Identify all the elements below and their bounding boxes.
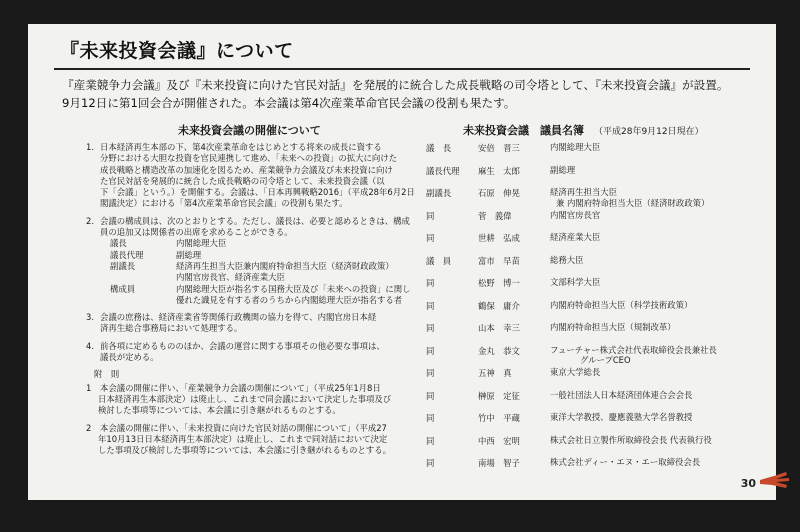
clause-line: 員の追加又は関係者の出席を求めることができる。 (100, 227, 293, 238)
clause-line: 検討した事項等については、本会議に引き継がれるものとする。 (98, 405, 341, 416)
member-post-line: 株式会社日立製作所取締役会長 代表執行役 (550, 434, 712, 445)
clause-number: 1. (86, 142, 94, 152)
member-post (550, 255, 584, 266)
member-post (550, 232, 600, 243)
member-row (426, 165, 756, 188)
role-row: 議長 内閣総理大臣 (110, 238, 227, 249)
member-post (550, 322, 676, 333)
clause-line: た官民対話を発展的に統合した成長戦略の司令塔として、未来投資会議（以 (100, 175, 385, 186)
member-post (550, 165, 575, 176)
role-row: 優れた識見を有する者のうちから内閣総理大臣が指名する者 (176, 294, 403, 305)
member-name: 世耕 弘成 (478, 233, 520, 243)
member-post-line: 経済再生担当大臣 (550, 187, 617, 197)
member-row (426, 142, 756, 165)
member-post (550, 277, 600, 288)
member-post-line: 総務大臣 (550, 254, 584, 265)
member-post (550, 367, 600, 378)
clause-number: 2 (86, 422, 92, 433)
member-row (426, 435, 756, 458)
hand-icon (760, 470, 790, 490)
clause-line: 日本経済再生本部決定）は廃止し、これまで同会議において決定した事項及び (98, 393, 392, 404)
member-role: 同 (426, 413, 435, 423)
member-row (426, 367, 756, 390)
member-row (426, 210, 756, 233)
member-role: 同 (426, 368, 435, 378)
member-post-line: 内閣府特命担当大臣（科学技術政策） (550, 299, 693, 310)
meeting-rules (86, 142, 416, 462)
member-post (550, 300, 692, 311)
member-name: 五神 真 (478, 368, 512, 378)
member-row (426, 322, 756, 345)
as-of-date: （平成28年9月12日現在） (594, 127, 704, 137)
member-roles (86, 238, 416, 306)
member-row (426, 277, 756, 300)
member-post-line: 東京大学総長 (550, 367, 601, 377)
role-row: 副議長 経済再生担当大臣兼内閣府特命担当大臣（経済財政政策） (110, 260, 394, 271)
clause-number: 4. (86, 340, 94, 351)
member-name: 山本 幸三 (478, 323, 520, 333)
clause-4 (86, 341, 416, 364)
member-name: 安倍 晋三 (478, 143, 520, 153)
member-post (550, 187, 709, 208)
member-list (426, 142, 756, 480)
member-row (426, 412, 756, 435)
clause-line: 本会議の開催に伴い、「未来投資に向けた官民対話の開催について」（平成27 (100, 422, 387, 433)
member-name: 南場 智子 (478, 458, 520, 468)
clause-line: 閣議決定）における「第4次産業革命官民会議」の役割も果たす。 (100, 198, 348, 209)
presentation-slide (28, 24, 776, 500)
member-post-line: 内閣府特命担当大臣（規制改革） (550, 322, 676, 332)
member-name: 菅 義偉 (478, 210, 512, 221)
member-post (550, 457, 700, 468)
right-section-heading (463, 122, 704, 138)
member-role: 同 (426, 300, 435, 311)
member-role: 同 (426, 345, 435, 356)
role-row: 議長代理 副総理 (110, 249, 202, 260)
intro-text (62, 76, 752, 112)
clause-number: 1 (86, 382, 92, 393)
member-role: 同 (426, 390, 435, 401)
member-row (426, 457, 756, 480)
member-post-line: 文部科学大臣 (550, 277, 601, 287)
member-name: 中西 宏明 (478, 435, 520, 446)
clause-line: 下「会議」という。）を開催する。会議は、「日本再興戦略2016」（平成28年6月2日 (100, 187, 415, 198)
member-name: 麻生 太郎 (478, 165, 520, 176)
member-post-line: 内閣官房長官 (550, 209, 601, 220)
member-post (550, 210, 600, 221)
clause-number: 2. (86, 215, 94, 226)
left-section-heading: 未来投資会議の開催について (178, 124, 321, 137)
clause-line: 会議の構成員は、次のとおりとする。ただし、議長は、必要と認めるときは、構成 (100, 215, 410, 226)
supplementary-2 (86, 423, 416, 457)
clause-3 (86, 312, 416, 335)
intro-line: 『産業競争力会議』及び『未来投資に向けた官民対話』を発展的に統合した成長戦略の司令塔として、『未来投資会議』が設置。 (62, 78, 729, 92)
role-row: 内閣官房長官、経済産業大臣 (176, 272, 285, 283)
clause-number: 3. (86, 312, 94, 323)
member-role: 議 長 (426, 143, 452, 153)
member-post (550, 390, 692, 401)
member-role: 同 (426, 210, 435, 221)
member-post (550, 412, 692, 423)
supplementary-heading: 附 則 (94, 369, 120, 380)
clause-line: 会議の庶務は、経済産業省等関係行政機関の協力を得て、内閣官房日本経 (100, 312, 377, 323)
member-post-line: 副総理 (550, 164, 576, 175)
member-row (426, 345, 756, 368)
intro-line: 9月12日に第1回会合が開催された。本会議は第4次産業革命官民会議の役割も果たす。 (62, 96, 516, 110)
role-row: 構成員 内閣総理大臣が指名する国務大臣及び「未来への投資」に関し (110, 283, 411, 294)
member-name: 鶴保 庸介 (478, 300, 520, 311)
member-name: 富市 早苗 (478, 255, 520, 266)
member-row (426, 390, 756, 413)
member-name: 竹中 平蔵 (478, 413, 520, 423)
member-post-line: 一般社団法人日本経済団体連合会会長 (550, 389, 693, 400)
title-underline (54, 68, 750, 70)
supplementary-1 (86, 383, 416, 417)
member-post (550, 435, 712, 446)
member-post-line: フューチャー株式会社代表取締役会長兼社長 (550, 344, 717, 355)
clause-2 (86, 216, 416, 306)
member-row (426, 232, 756, 255)
member-post (550, 345, 717, 366)
member-row (426, 300, 756, 323)
clause-line: 成長戦略と構造改革の加速化を図るため、産業競争力会議及び未来投資に向け (100, 164, 393, 175)
member-role: 議 員 (426, 255, 452, 266)
member-role: 同 (426, 278, 435, 288)
member-role: 同 (426, 458, 435, 468)
member-role: 副議長 (426, 188, 452, 198)
clause-line: 分野における大胆な投資を官民連携して進め、「未来への投資」の拡大に向けた (100, 153, 397, 164)
member-role: 同 (426, 323, 435, 333)
clause-line: した事項及び検討した事項等については、本会議に引き継がれるものとする。 (98, 445, 391, 456)
member-post-line: グループCEO (580, 355, 631, 365)
member-row (426, 255, 756, 278)
slide-title: 『未来投資会議』について (60, 40, 294, 62)
member-name: 石原 伸晃 (478, 188, 520, 198)
member-post-line: 兼 内閣府特命担当大臣（経済財政政策） (556, 197, 710, 208)
clause-line: 議長が定める。 (100, 352, 159, 363)
member-role: 同 (426, 435, 435, 446)
member-post (550, 142, 600, 153)
member-role: 同 (426, 233, 435, 243)
member-post-line: 株式会社ディー・エヌ・エー取締役会長 (550, 457, 701, 467)
member-role: 議長代理 (426, 165, 460, 176)
clause-line: 本会議の開催に伴い、「産業競争力会議の開催について」（平成25年1月8日 (100, 382, 381, 393)
member-name: 松野 博一 (478, 278, 520, 288)
member-name: 榊原 定征 (478, 390, 520, 401)
member-name: 金丸 恭文 (478, 345, 520, 356)
clause-line: 前各項に定めるもののほか、会議の運営に関する事項その他必要な事項は、 (100, 340, 385, 351)
page-number: 30 (740, 477, 756, 490)
clause-line: 済再生総合事務局において処理する。 (100, 323, 243, 334)
member-post-line: 内閣総理大臣 (550, 142, 601, 152)
clause-1 (86, 142, 416, 210)
clause-line: 日本経済再生本部の下、第4次産業革命をはじめとする将来の成長に資する (100, 142, 382, 152)
clause-line: 年10月13日日本経済再生本部決定）は廃止し、これまで同対話において決定 (98, 433, 388, 444)
member-list-title: 未来投資会議 議員名簿 (463, 124, 584, 137)
member-post-line: 経済産業大臣 (550, 232, 601, 242)
member-post-line: 東洋大学教授、慶應義塾大学名誉教授 (550, 412, 693, 422)
member-row (426, 187, 756, 210)
